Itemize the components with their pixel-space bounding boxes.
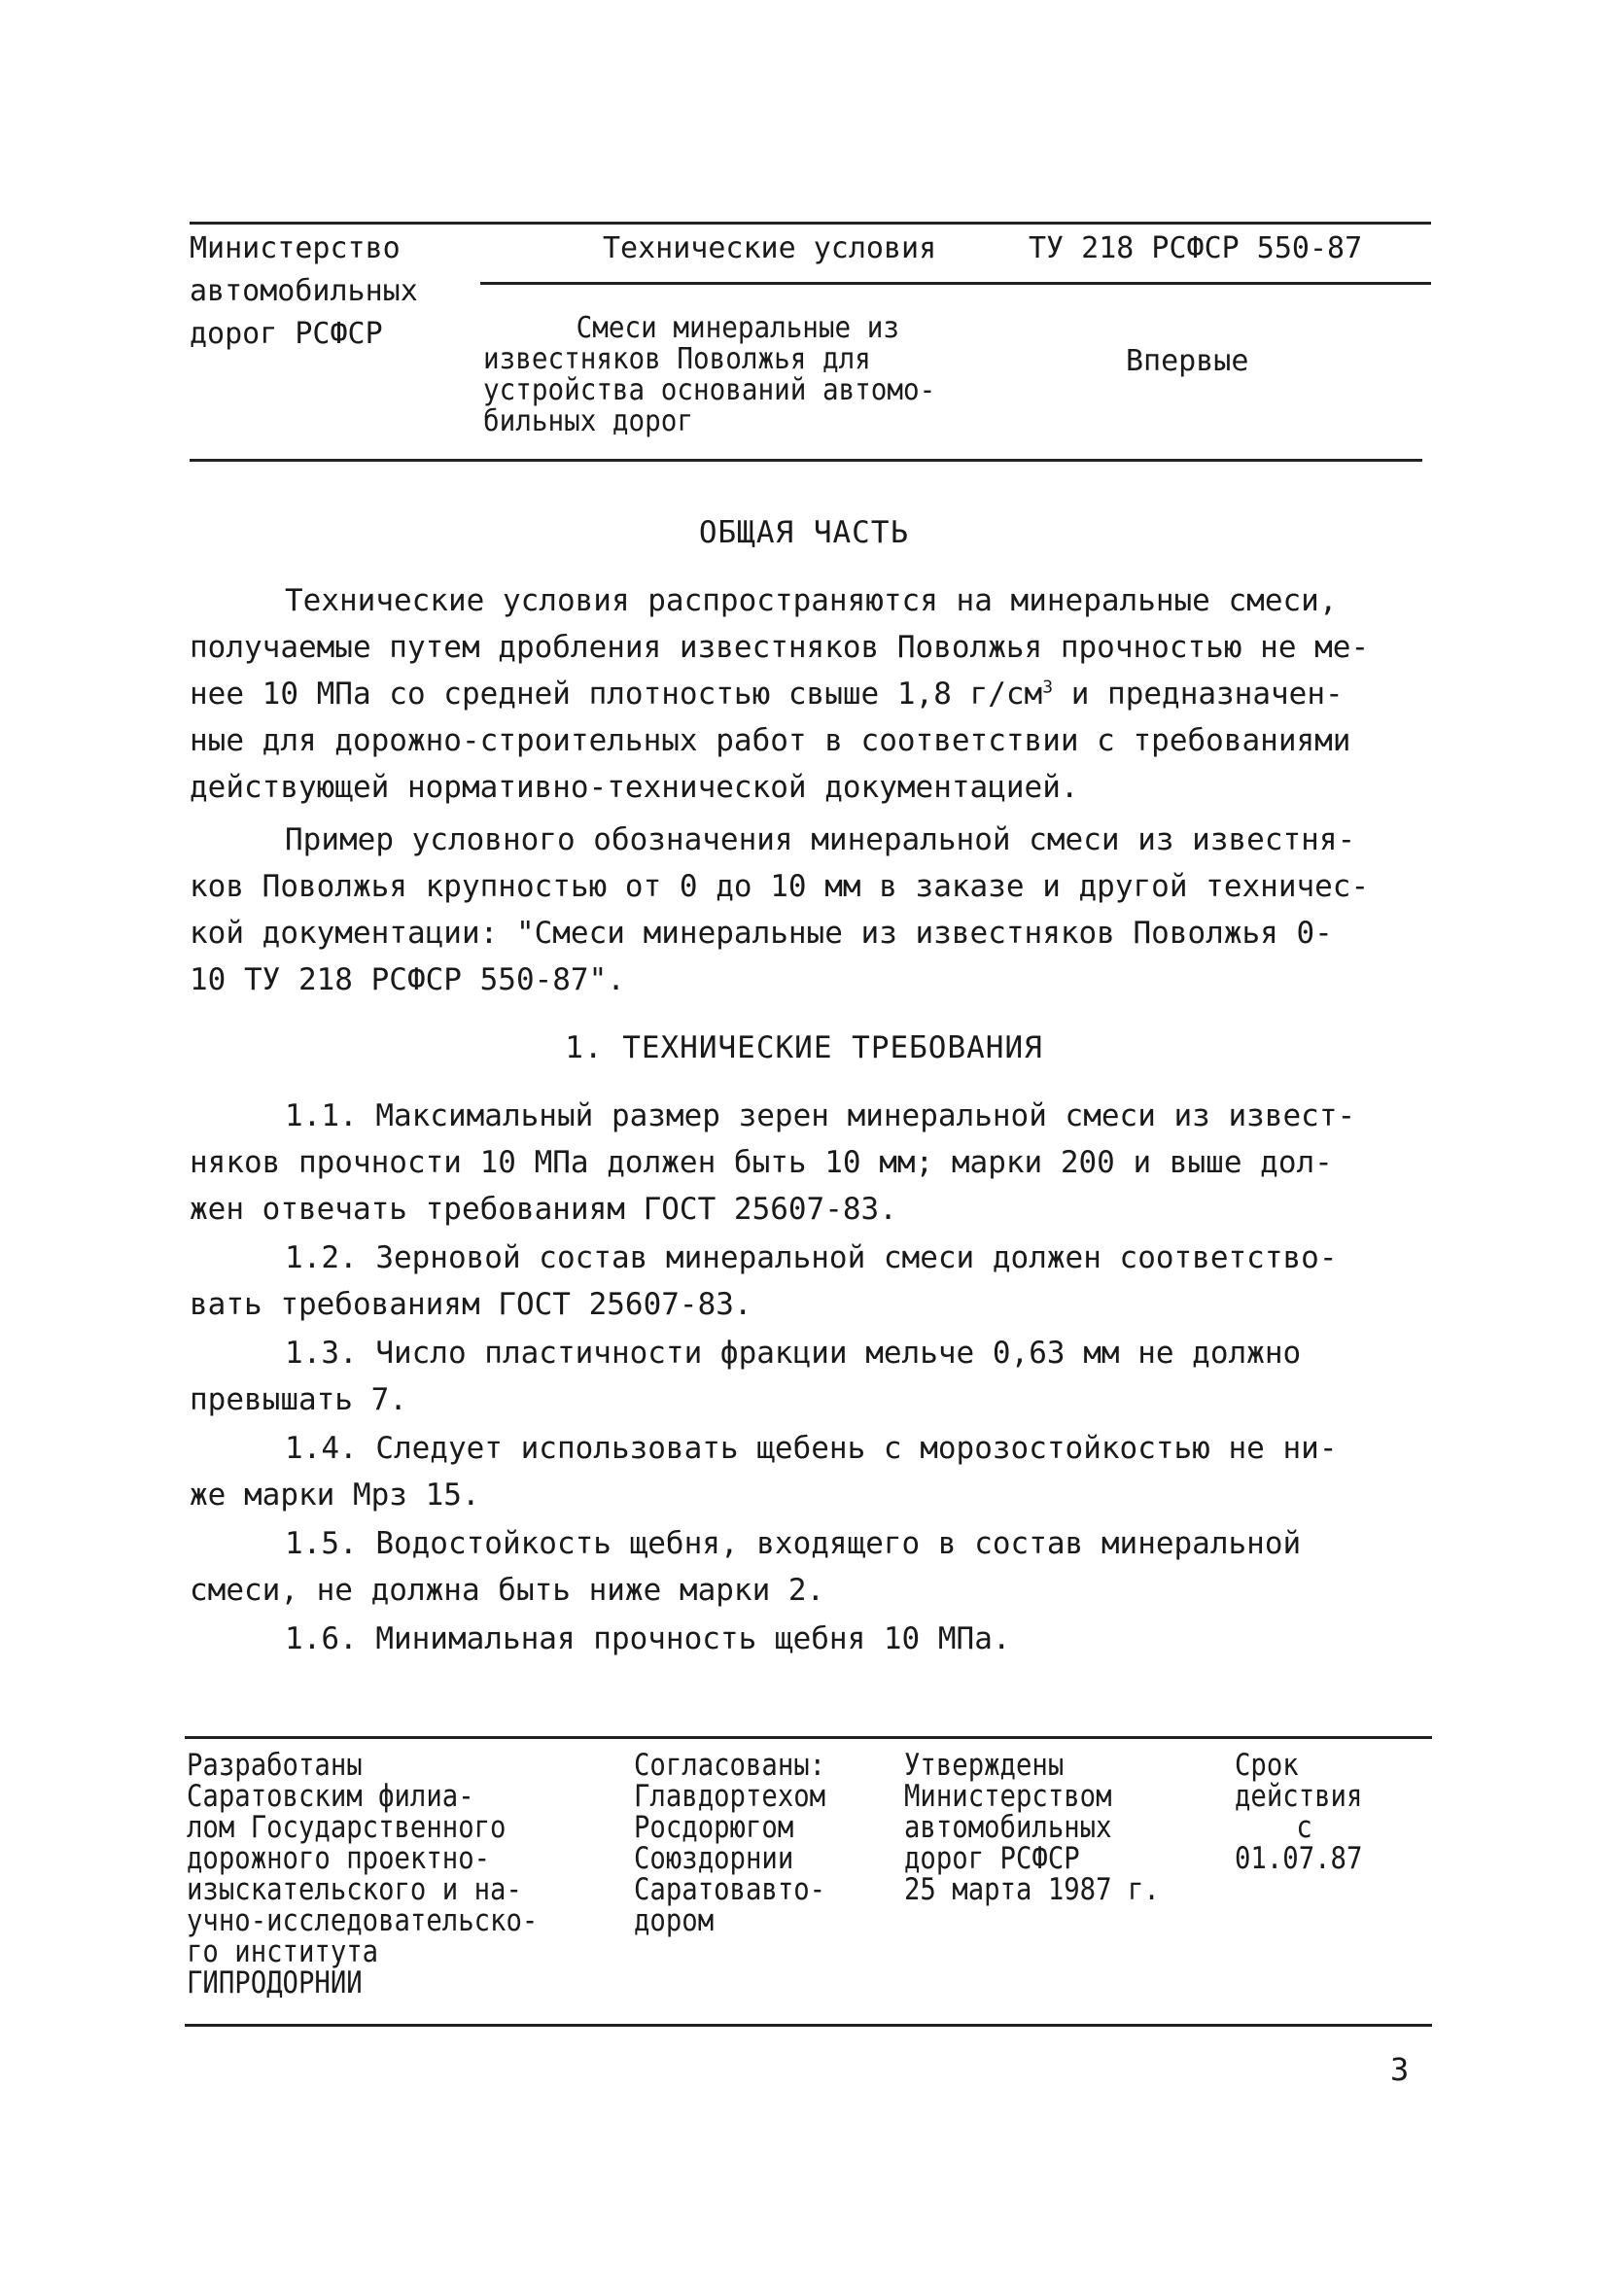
text-line: 1.6. Минимальная прочность щебня 10 МПа. (285, 1621, 1011, 1656)
text-line: 1.1. Максимальный размер зерен минеральной смеси из извест- (285, 1098, 1356, 1133)
footer-line: го института (187, 1934, 379, 1969)
paragraph-scope (190, 577, 1439, 811)
text-line: 1.4. Следует использовать щебень с морозостойкостью не ни- (285, 1431, 1338, 1466)
requirement-1-3 (190, 1330, 1439, 1423)
footer-line: Срок (1235, 1748, 1299, 1783)
text-line: 1.5. Водостойкость щебня, входящего в состав минеральной (285, 1526, 1302, 1561)
footer-line: учно-исследовательско- (187, 1903, 539, 1938)
text-line: кой документации: "Смеси минеральные из известняков Поволжья 0- (190, 916, 1333, 951)
footer-line: автомобильных (904, 1810, 1112, 1845)
superscript: 3 (1042, 677, 1054, 698)
footer-line: Росдорюгом (634, 1810, 794, 1845)
header-top-rule (190, 222, 1431, 225)
footer-bottom-rule (185, 2024, 1432, 2027)
footer-developed-by (187, 1750, 538, 1999)
footer-line: Министерством (904, 1779, 1112, 1814)
status-first-edition: Впервые (1126, 344, 1249, 378)
requirement-1-2 (190, 1235, 1439, 1328)
ministry-name (190, 227, 418, 356)
footer-line: Главдортехом (634, 1779, 826, 1814)
section-heading-general: ОБЩАЯ ЧАСТЬ (698, 515, 910, 550)
doc-code: ТУ 218 РСФСР 550-87 (1029, 231, 1363, 265)
footer-line: лом Государственного (187, 1810, 507, 1845)
footer-line: действия (1235, 1779, 1363, 1814)
footer-line: Саратовским филиа- (187, 1779, 474, 1814)
footer-line: Утверждены (904, 1748, 1065, 1783)
footer-top-rule (185, 1736, 1432, 1739)
requirement-1-4 (190, 1425, 1439, 1518)
title-line: известняков Поволжья для (483, 342, 871, 376)
text-line: 1.2. Зерновой состав минеральной смеси должен соответство- (285, 1240, 1338, 1275)
footer-line: дором (634, 1903, 715, 1938)
ministry-line: дорог РСФСР (190, 317, 383, 351)
footer-line: с (1296, 1810, 1312, 1845)
text-line: Технические условия распространяются на минеральные смеси, (285, 583, 1338, 618)
text-line (190, 671, 1439, 717)
footer-line: 01.07.87 (1235, 1841, 1363, 1876)
text-line: вать требованиям ГОСТ 25607-83. (190, 1287, 752, 1322)
text-line: смеси, не должна быть ниже марки 2. (190, 1573, 825, 1608)
text-line: жен отвечать требованиям ГОСТ 25607-83. (190, 1192, 897, 1227)
text-fragment: нее 10 МПа со средней плотностью свыше 1,8 г/см (190, 677, 1043, 712)
section-heading-technical-requirements: 1. ТЕХНИЧЕСКИЕ ТРЕБОВАНИЯ (565, 1030, 1043, 1065)
paragraph-designation-example (190, 817, 1439, 1003)
ministry-line: автомобильных (190, 274, 418, 308)
text-line: ные для дорожно-строительных работ в соответствии с требованиями (190, 723, 1351, 758)
footer-line: Разработаны (187, 1748, 363, 1783)
header-bottom-rule (190, 459, 1422, 462)
footer-line: дорожного проектно- (187, 1841, 491, 1876)
title-line: Смеси минеральные из (576, 311, 900, 345)
title-line: бильных дорог (483, 404, 694, 438)
text-line: 10 ТУ 218 РСФСР 550-87". (190, 962, 625, 997)
text-line: Пример условного обозначения минеральной смеси из известня- (285, 822, 1356, 857)
footer-agreed-by (634, 1750, 825, 1936)
title-line: устройства оснований автомо- (483, 373, 936, 407)
text-line: ков Поволжья крупностью от 0 до 10 мм в заказе и другой техничес- (190, 869, 1370, 904)
footer-approved-by (904, 1750, 1160, 1905)
text-line: получаемые путем дробления известняков Поволжья прочностью не ме- (190, 630, 1370, 665)
text-line: же марки Мрз 15. (190, 1478, 480, 1513)
doc-type: Технические условия (603, 231, 937, 265)
footer-line: Согласованы: (634, 1748, 826, 1783)
footer-line: Союздорнии (634, 1841, 794, 1876)
footer-line: дорог РСФСР (904, 1841, 1080, 1876)
ministry-line: Министерство (190, 231, 401, 265)
requirement-1-1 (190, 1093, 1439, 1233)
footer-line: ГИПРОДОРНИИ (187, 1966, 363, 2000)
requirement-1-5 (190, 1520, 1439, 1614)
text-fragment: и предназначен- (1053, 677, 1344, 712)
footer-line: 25 марта 1987 г. (904, 1872, 1160, 1907)
text-line: превышать 7. (190, 1382, 407, 1417)
text-line: няков прочности 10 МПа должен быть 10 мм; марки 200 и выше дол- (190, 1145, 1333, 1180)
footer-validity (1235, 1750, 1362, 1874)
text-line: действующей нормативно-технической документацией. (190, 770, 1079, 805)
footer-line: изыскательского и на- (187, 1872, 522, 1907)
page-number: 3 (1390, 2051, 1410, 2088)
footer-line: Саратовавто- (634, 1872, 826, 1907)
requirement-1-6 (190, 1616, 1439, 1662)
doc-title (483, 313, 935, 437)
text-line: 1.3. Число пластичности фракции мельче 0,63 мм не должно (285, 1336, 1302, 1371)
header-inner-rule (480, 282, 1431, 285)
